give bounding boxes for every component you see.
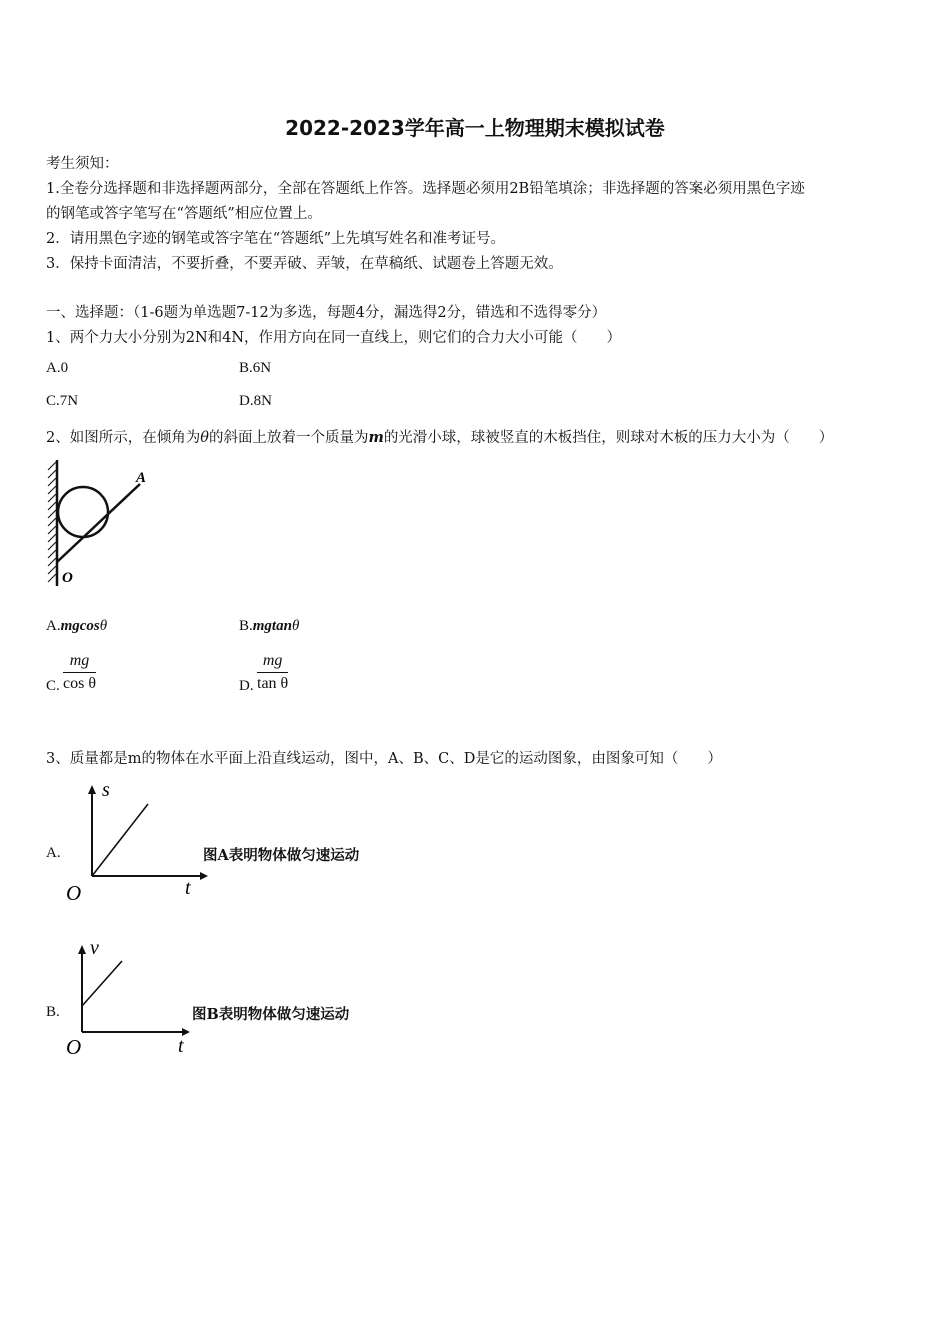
label-o: O <box>62 570 73 586</box>
q2-option-a[interactable] <box>46 618 107 635</box>
q2-option-d-fraction[interactable] <box>257 652 288 693</box>
q2-option-b-expr: mgtan <box>252 618 292 634</box>
q3-stem: 3、质量都是m的物体在水平面上沿直线运动，图中，A、B、C、D是它的运动图象，由图象可知（ ） <box>46 751 722 767</box>
incline-line <box>57 484 140 562</box>
graph-b-y-arrow <box>78 945 86 954</box>
q2-option-a-theta: θ <box>99 618 108 634</box>
ball <box>58 487 108 537</box>
q2-option-a-prefix: A. <box>46 618 61 634</box>
q1-option-b[interactable]: B.6N <box>239 360 272 376</box>
wall-hatching <box>48 462 56 582</box>
section-heading: 一、选择题：（1-6题为单选题7-12为多选，每题4分，漏选得2分，错选和不选得零分） <box>46 305 607 321</box>
q2-stem-theta: θ <box>200 430 209 446</box>
notice-line-3: 2．请用黑色字迹的钢笔或答字笔在“答题纸”上先填写姓名和准考证号。 <box>46 231 506 247</box>
q2-stem <box>46 426 833 447</box>
label-a: A <box>136 470 147 486</box>
q2-incline-figure <box>40 456 160 591</box>
graph-a-origin: O <box>66 881 82 905</box>
q2-option-c-numerator: mg <box>63 652 96 673</box>
q2-option-b-prefix: B. <box>239 618 253 634</box>
q2-stem-part-1: 2、如图所示，在倾角为 <box>46 430 201 446</box>
notice-line-2: 的钢笔或答字笔写在“答题纸”相应位置上。 <box>46 206 322 222</box>
q2-stem-m: m <box>368 429 384 446</box>
graph-a-x-arrow <box>200 872 208 880</box>
q3-option-a-prefix[interactable]: A. <box>46 845 61 861</box>
graph-b-origin: O <box>66 1035 82 1059</box>
q2-option-c-denominator: cos θ <box>63 675 96 692</box>
graph-b-x-label: t <box>178 1035 184 1057</box>
graph-a-line <box>92 804 148 876</box>
q3-graph-b <box>60 936 200 1061</box>
q2-stem-part-3: 的光滑小球，球被竖直的木板挡住，则球对木板的压力大小为（ ） <box>383 430 834 446</box>
q1-stem: 1、两个力大小分别为2N和4N，作用方向在同一直线上，则它们的合力大小可能（ ） <box>46 330 622 346</box>
q2-option-c-prefix[interactable]: C. <box>46 678 60 694</box>
q3-option-b-prefix[interactable]: B. <box>46 1004 60 1020</box>
exam-title: 2022-2023学年高一上物理期末模拟试卷 <box>285 116 665 140</box>
q2-option-c-fraction[interactable] <box>63 652 96 693</box>
q2-option-b-theta: θ <box>291 618 300 634</box>
q2-stem-part-2: 的斜面上放着一个质量为 <box>208 430 369 446</box>
q2-option-d-numerator: mg <box>257 652 288 673</box>
q2-option-a-expr: mgcos <box>60 618 100 634</box>
q2-option-d-prefix[interactable]: D. <box>239 678 254 694</box>
q1-option-a[interactable]: A.0 <box>46 360 69 376</box>
graph-a-y-arrow <box>88 785 96 794</box>
q1-option-d[interactable]: D.8N <box>239 393 272 409</box>
graph-b-line <box>82 961 122 1006</box>
q1-option-c[interactable]: C.7N <box>46 393 79 409</box>
notice-heading: 考生须知： <box>46 156 119 172</box>
notice-line-4: 3．保持卡面清洁，不要折叠，不要弄破、弄皱，在草稿纸、试题卷上答题无效。 <box>46 256 563 272</box>
graph-a-y-label: s <box>102 779 110 801</box>
q2-option-d-denominator: tan θ <box>257 675 289 692</box>
graph-a-x-label: t <box>185 877 191 899</box>
q3-graph-a <box>60 778 210 906</box>
q3-option-b-text[interactable]: 图B表明物体做匀速运动 <box>192 1006 350 1023</box>
q2-option-b[interactable] <box>239 618 299 635</box>
notice-line-1: 1.全卷分选择题和非选择题两部分，全部在答题纸上作答。选择题必须用2B铅笔填涂；非选择题的答案必须用黑色字迹 <box>46 181 805 197</box>
q3-option-a-text[interactable]: 图A表明物体做匀速运动 <box>203 847 360 864</box>
graph-b-y-label: v <box>90 937 99 959</box>
